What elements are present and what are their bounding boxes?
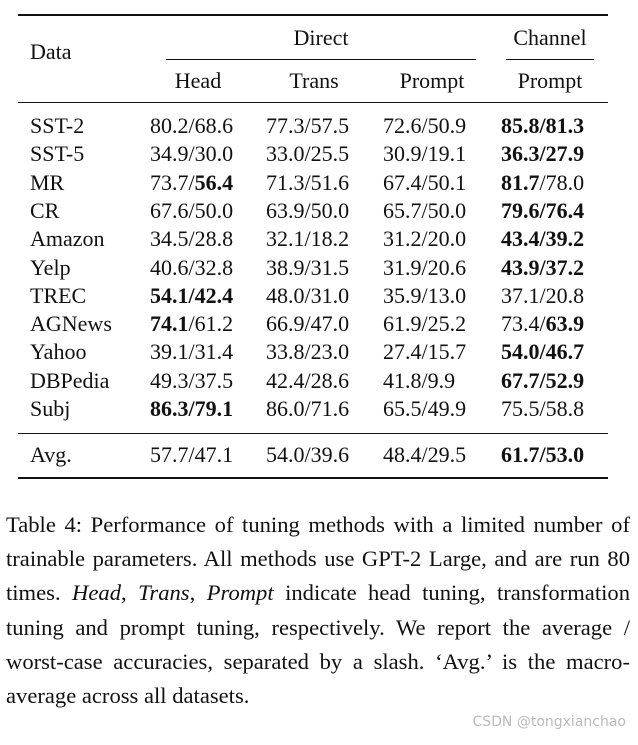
table-row-avg-cell-0 [150, 441, 233, 469]
table-row-10-cell-3 [501, 395, 584, 423]
table-row-6-cell-3 [501, 282, 584, 310]
table-row-2-cell-1 [266, 169, 349, 197]
cell-value: 56.4 [194, 169, 234, 195]
table-row-7-cell-2 [383, 310, 466, 338]
cell-value: 73.7/ [150, 169, 195, 195]
cell-value: 41.8/9.9 [383, 367, 456, 393]
table-row-4-cell-2 [383, 225, 466, 253]
direct-cmidrule [166, 59, 476, 60]
table-row-4-label: Amazon [30, 226, 105, 252]
cell-value: 63.9 [545, 311, 585, 337]
table-caption [6, 508, 630, 713]
cell-value: 73.4/ [501, 311, 546, 337]
table-row-9-cell-3 [501, 367, 584, 395]
caption-prefix: Table 4: Performance of tuning methods with a limited number of trainable parameters. All methods use GPT-2 Large, and are run 80 times. [6, 512, 630, 606]
subheader-trans: Trans [289, 68, 339, 93]
cell-value: 48.0/31.0 [266, 282, 350, 308]
table-row-avg-cell-1 [266, 441, 349, 469]
table-row-5-cell-1 [266, 254, 349, 282]
table-row-1-cell-2 [383, 140, 466, 168]
top-rule [18, 14, 608, 16]
header-rule [18, 102, 608, 103]
table-row-6-cell-2 [383, 282, 466, 310]
cell-value: 34.5/28.8 [150, 226, 234, 252]
subheader-head: Head [174, 68, 222, 93]
table-row-7-cell-0 [150, 310, 233, 338]
cell-value: 27.4/15.7 [383, 339, 467, 365]
cell-value: 54.0/39.6 [266, 442, 350, 467]
table-row-0-cell-3 [501, 112, 584, 140]
cell-value: 85.8/81.3 [501, 113, 585, 138]
cell-value: 32.1/18.2 [266, 226, 350, 252]
subheader-prompt-direct: Prompt [399, 68, 465, 93]
table-row-6-cell-0 [150, 282, 233, 310]
table-row-9-cell-0 [150, 367, 233, 395]
bottom-rule [18, 477, 608, 479]
table-row-4-cell-3 [501, 225, 584, 253]
cell-value: 86.3/79.1 [150, 396, 234, 421]
cell-value: /61.2 [188, 311, 234, 337]
cell-value: 67.6/50.0 [150, 197, 234, 223]
cell-value: 66.9/47.0 [266, 311, 350, 337]
table-row-avg-cell-2 [383, 441, 466, 469]
table-row-4-cell-0 [150, 225, 233, 253]
cell-value: 33.8/23.0 [266, 339, 350, 365]
table-row-5-cell-0 [150, 254, 233, 282]
caption-sep-1: , [121, 580, 139, 606]
table-row-3-cell-3 [501, 197, 584, 225]
cell-value: 31.2/20.0 [383, 226, 467, 252]
table-row-0-label: SST-2 [30, 113, 85, 138]
subheader-prompt-channel: Prompt [517, 68, 583, 93]
header-data: Data [30, 39, 72, 64]
table-row-7-cell-1 [266, 310, 349, 338]
table-row-0-cell-2 [383, 112, 466, 140]
table-row-5-cell-2 [383, 254, 466, 282]
cell-value: 75.5/58.8 [501, 396, 585, 421]
table-row-8-cell-0 [150, 338, 233, 366]
table-row-6-cell-1 [266, 282, 349, 310]
table-row-10-label: Subj [30, 396, 71, 421]
table-row-0-cell-0 [150, 112, 233, 140]
cell-value: 80.2/68.6 [150, 113, 234, 138]
cell-value: 40.6/32.8 [150, 254, 234, 280]
table-row-0-cell-1 [266, 112, 349, 140]
table-row-2-label: MR [30, 169, 65, 195]
table-row-8-cell-2 [383, 338, 466, 366]
cell-value: 71.3/51.6 [266, 169, 350, 195]
cell-value: 43.9/37.2 [501, 254, 585, 280]
cell-value: 67.4/50.1 [383, 169, 467, 195]
cell-value: 74.1 [150, 311, 189, 337]
table-row-9-cell-2 [383, 367, 455, 395]
cell-value: 86.0/71.6 [266, 396, 350, 421]
caption-head: Head [72, 580, 121, 606]
cell-value: 77.3/57.5 [266, 113, 350, 138]
table-row-9-cell-1 [266, 367, 349, 395]
table-row-7-cell-3 [501, 310, 584, 338]
table-row-1-label: SST-5 [30, 141, 85, 167]
cell-value: 36.3/27.9 [501, 141, 585, 167]
table-row-1-cell-1 [266, 140, 349, 168]
cell-value: 48.4/29.5 [383, 442, 467, 467]
caption-prompt: Prompt [206, 580, 274, 606]
cell-value: 39.1/31.4 [150, 339, 234, 365]
table-row-5-label: Yelp [30, 254, 71, 280]
cell-value: 54.1/42.4 [150, 282, 234, 308]
caption-trans: Trans [138, 580, 190, 606]
table-row-2-cell-3 [501, 169, 584, 197]
cell-value: 31.9/20.6 [383, 254, 467, 280]
header-group-direct: Direct [293, 25, 349, 50]
cell-value: 61.7/53.0 [501, 442, 585, 467]
caption-sep-2: , [189, 580, 207, 606]
watermark: CSDN @tongxianchao [472, 714, 626, 730]
cell-value: /78.0 [539, 169, 585, 195]
cell-value: 79.6/76.4 [501, 197, 585, 223]
cell-value: 54.0/46.7 [501, 339, 585, 365]
cell-value: 81.7 [501, 169, 540, 195]
table-row-7-label: AGNews [30, 311, 112, 337]
table-row-3-cell-1 [266, 197, 349, 225]
cell-value: 67.7/52.9 [501, 367, 585, 393]
table-row-4-cell-1 [266, 225, 349, 253]
table-row-2-cell-0 [150, 169, 233, 197]
cell-value: 57.7/47.1 [150, 442, 234, 467]
cell-value: 37.1/20.8 [501, 282, 585, 308]
table-row-3-label: CR [30, 197, 60, 223]
table-row-10-cell-1 [266, 395, 349, 423]
table-row-avg-cell-3 [501, 441, 584, 469]
cell-value: 38.9/31.5 [266, 254, 350, 280]
table-row-1-cell-0 [150, 140, 233, 168]
caption-suffix: indicate head tuning, transformation tuning and prompt tuning, respectively. We report the average / worst-case accuracies, separated by a slash. ‘Avg.’ is the macro-average across all datasets. [6, 580, 630, 709]
header-group-channel: Channel [513, 25, 587, 50]
table-row-1-cell-3 [501, 140, 584, 168]
cell-value: 34.9/30.0 [150, 141, 234, 167]
cell-value: 63.9/50.0 [266, 197, 350, 223]
table-row-8-cell-3 [501, 338, 584, 366]
cell-value: 65.7/50.0 [383, 197, 467, 223]
cell-value: 30.9/19.1 [383, 141, 467, 167]
table-row-3-cell-2 [383, 197, 466, 225]
cell-value: 65.5/49.9 [383, 396, 467, 421]
cell-value: 49.3/37.5 [150, 367, 234, 393]
cell-value: 33.0/25.5 [266, 141, 350, 167]
cell-value: 61.9/25.2 [383, 311, 467, 337]
table-row-8-label: Yahoo [30, 339, 87, 365]
cell-value: 43.4/39.2 [501, 226, 585, 252]
channel-cmidrule [506, 59, 594, 60]
avg-rule [18, 433, 608, 434]
table-row-6-label: TREC [30, 282, 87, 308]
table-row-10-cell-2 [383, 395, 466, 423]
cell-value: 35.9/13.0 [383, 282, 467, 308]
cell-value: 42.4/28.6 [266, 367, 350, 393]
table-row-3-cell-0 [150, 197, 233, 225]
table-row-9-label: DBPedia [30, 367, 110, 393]
cell-value: 72.6/50.9 [383, 113, 467, 138]
table-row-10-cell-0 [150, 395, 233, 423]
table-row-avg-label: Avg. [30, 442, 72, 467]
table-row-2-cell-2 [383, 169, 466, 197]
table-row-8-cell-1 [266, 338, 349, 366]
table-row-5-cell-3 [501, 254, 584, 282]
